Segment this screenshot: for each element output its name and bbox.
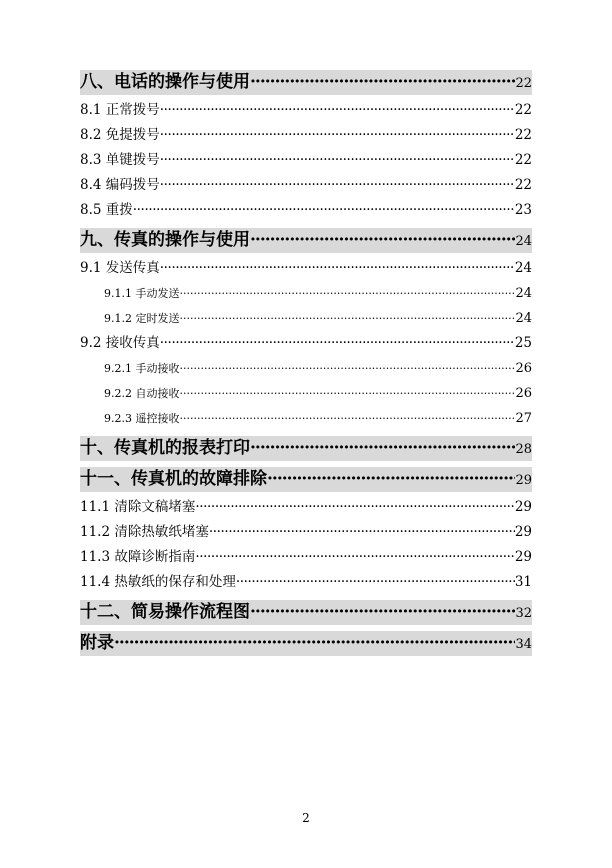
toc-chapter-entry xyxy=(80,228,532,253)
toc-section-entry xyxy=(80,521,532,544)
toc-section-entry xyxy=(80,149,532,172)
toc-subsection-entry xyxy=(80,357,532,380)
toc-entry-page: 28 xyxy=(515,442,532,457)
toc-entry-page: 23 xyxy=(514,202,532,218)
toc-dot-leader xyxy=(160,149,515,172)
toc-entry-page: 22 xyxy=(515,76,532,91)
toc-entry-page: 22 xyxy=(514,177,532,193)
toc-subsection-entry xyxy=(80,382,532,405)
toc-entry-page: 22 xyxy=(514,102,532,118)
toc-entry-page: 29 xyxy=(514,524,532,540)
toc-entry-page: 34 xyxy=(515,637,532,652)
toc-entry-title: 9.1 发送传真 xyxy=(80,260,160,276)
toc-section-entry xyxy=(80,257,532,280)
toc-section-entry xyxy=(80,99,532,122)
toc-section-entry xyxy=(80,571,532,594)
toc-dot-leader xyxy=(250,436,515,461)
toc-dot-leader xyxy=(180,357,516,380)
toc-entry-title: 8.4 编码拨号 xyxy=(80,177,160,193)
toc-entry-page: 27 xyxy=(515,411,532,426)
toc-dot-leader xyxy=(114,631,515,656)
toc-dot-leader xyxy=(160,124,515,147)
toc-entry-title: 十二、简易操作流程图 xyxy=(80,602,250,622)
toc-dot-leader xyxy=(180,382,516,405)
toc-subsection-entry xyxy=(80,282,532,305)
toc-entry-page: 26 xyxy=(515,361,532,376)
toc-dot-leader xyxy=(250,70,515,95)
toc-chapter-entry xyxy=(80,600,532,625)
toc-entry-title: 附录 xyxy=(80,633,114,653)
toc-dot-leader xyxy=(180,282,516,305)
toc-entry-title: 九、传真的操作与使用 xyxy=(80,230,250,250)
toc-entry-title: 8.5 重拨 xyxy=(80,202,133,218)
toc-dot-leader xyxy=(180,407,516,430)
toc-entry-page: 29 xyxy=(514,549,532,565)
toc-dot-leader xyxy=(250,600,515,625)
toc-section-entry xyxy=(80,332,532,355)
toc-section-entry xyxy=(80,124,532,147)
toc-dot-leader xyxy=(160,99,515,122)
toc-subsection-entry xyxy=(80,407,532,430)
toc-dot-leader xyxy=(180,307,516,330)
toc-entry-title: 9.1.2 定时发送 xyxy=(104,312,180,325)
toc-subsection-entry xyxy=(80,307,532,330)
toc-entry-page: 24 xyxy=(515,286,532,301)
toc-entry-page: 24 xyxy=(515,311,532,326)
toc-entry-title: 11.2 清除热敏纸堵塞 xyxy=(80,524,209,540)
toc-section-entry xyxy=(80,496,532,519)
toc-entry-title: 11.1 清除文稿堵塞 xyxy=(80,499,196,515)
toc-entry-title: 9.2.1 手动接收 xyxy=(104,362,180,375)
toc-section-entry xyxy=(80,199,532,222)
toc-dot-leader xyxy=(160,174,515,197)
toc-section-entry xyxy=(80,546,532,569)
toc-chapter-entry xyxy=(80,467,532,492)
toc-dot-leader xyxy=(250,228,515,253)
toc-entry-title: 9.1.1 手动发送 xyxy=(104,287,180,300)
toc-entry-page: 22 xyxy=(514,127,532,143)
toc-entry-title: 11.3 故障诊断指南 xyxy=(80,549,196,565)
toc-entry-page: 22 xyxy=(514,152,532,168)
toc-entry-title: 9.2.2 自动接收 xyxy=(104,387,180,400)
toc-dot-leader xyxy=(195,546,514,569)
toc-chapter-entry xyxy=(80,436,532,461)
toc-entry-title: 9.2.3 遥控接收 xyxy=(104,412,180,425)
toc-entry-page: 25 xyxy=(514,335,532,351)
toc-entry-title: 8.2 免提拨号 xyxy=(80,127,160,143)
toc-dot-leader xyxy=(236,571,515,594)
toc-entry-title: 9.2 接收传真 xyxy=(80,335,160,351)
toc-entry-title: 十、传真机的报表打印 xyxy=(80,438,250,458)
toc-entry-page: 26 xyxy=(515,386,532,401)
toc-entry-title: 八、电话的操作与使用 xyxy=(80,72,250,92)
toc-dot-leader xyxy=(195,496,514,519)
toc-entry-title: 8.3 单键拨号 xyxy=(80,152,160,168)
table-of-contents xyxy=(80,64,532,660)
toc-entry-page: 32 xyxy=(515,606,532,621)
toc-entry-title: 11.4 热敏纸的保存和处理 xyxy=(80,574,236,590)
toc-chapter-entry xyxy=(80,70,532,95)
toc-entry-title: 8.1 正常拨号 xyxy=(80,102,160,118)
page-number: 2 xyxy=(302,811,310,825)
toc-section-entry xyxy=(80,174,532,197)
toc-dot-leader xyxy=(160,257,515,280)
toc-entry-title: 十一、传真机的故障排除 xyxy=(80,469,267,489)
toc-entry-page: 29 xyxy=(514,499,532,515)
toc-chapter-entry xyxy=(80,631,532,656)
toc-entry-page: 24 xyxy=(514,260,532,276)
toc-entry-page: 31 xyxy=(514,574,532,590)
toc-dot-leader xyxy=(160,332,515,355)
toc-dot-leader xyxy=(267,467,515,492)
toc-entry-page: 24 xyxy=(515,234,532,249)
toc-dot-leader xyxy=(133,199,515,222)
toc-entry-page: 29 xyxy=(515,473,532,488)
toc-dot-leader xyxy=(209,521,515,544)
